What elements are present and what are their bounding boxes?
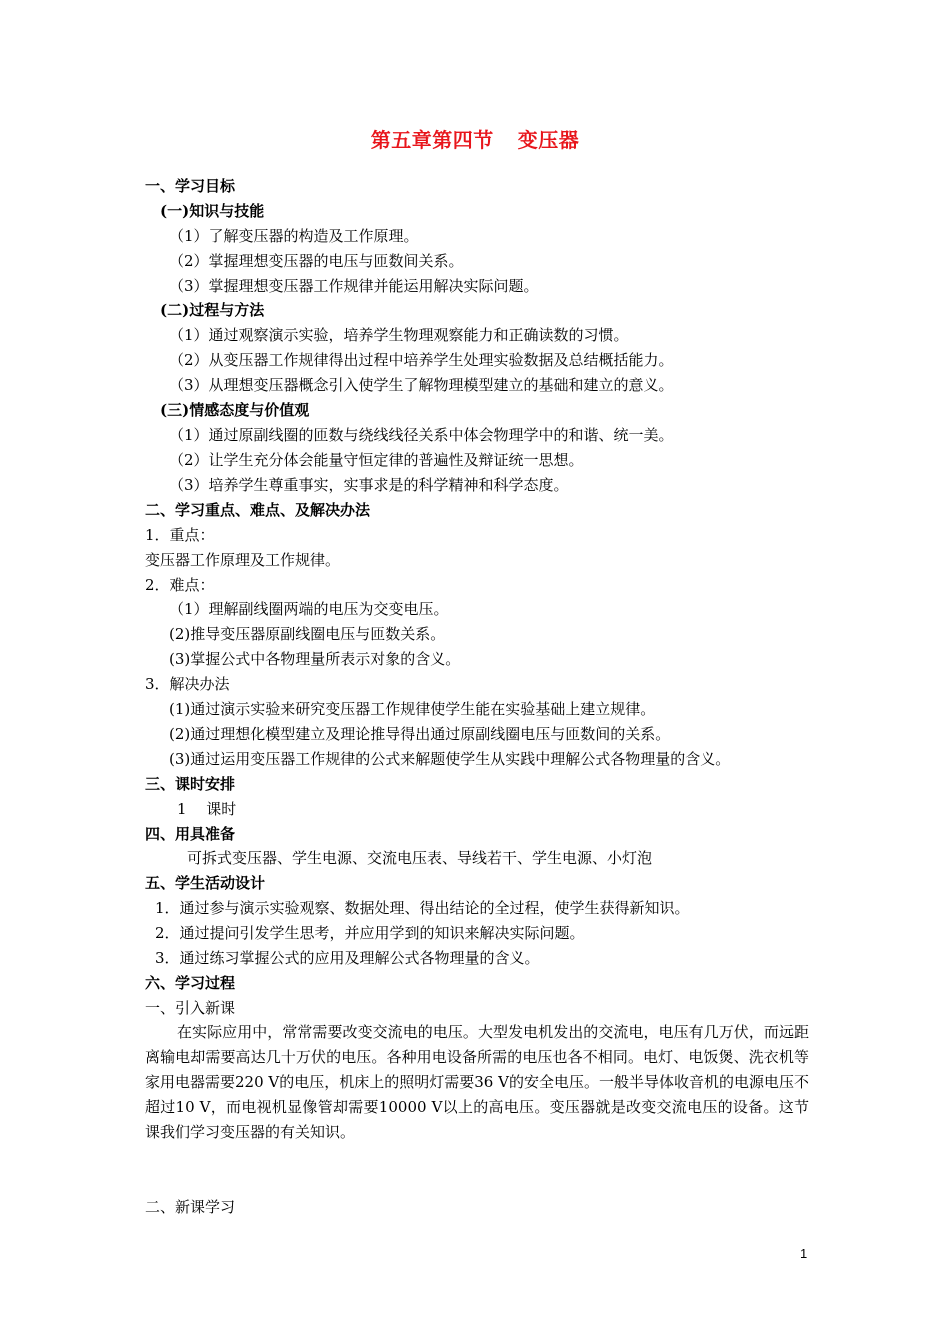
subsection-heading: (三)情感态度与价值观 — [160, 401, 310, 419]
body-text: 可拆式变压器、学生电源、交流电压表、导线若干、学生电源、小灯泡 — [187, 849, 653, 867]
section-heading: 五、学生活动设计 — [145, 874, 266, 892]
list-item: （1）理解副线圈两端的电压为交变电压。 — [169, 600, 449, 618]
list-item: （3）培养学生尊重事实，实事求是的科学精神和科学态度。 — [169, 476, 569, 494]
item-label: 1．重点： — [145, 526, 215, 544]
page-number: 1 — [800, 1246, 808, 1261]
list-item: (2)推导变压器原副线圈电压与匝数关系。 — [169, 625, 446, 643]
subsection-heading: (二)过程与方法 — [160, 301, 265, 319]
subsection-heading: 一、引入新课 — [145, 999, 236, 1017]
list-item: (3)通过运用变压器工作规律的公式来解题使学生从实践中理解公式各物理量的含义。 — [169, 750, 731, 768]
subsection-heading: 二、新课学习 — [145, 1198, 236, 1216]
list-item: （1）通过原副线圈的匝数与绕线线径关系中体会物理学中的和谐、统一美。 — [169, 426, 674, 444]
list-item: (2)通过理想化模型建立及理论推导得出通过原副线圈电压与匝数间的关系。 — [169, 725, 671, 743]
list-item: （1）通过观察演示实验，培养学生物理观察能力和正确读数的习惯。 — [169, 326, 629, 344]
section-heading: 四、用具准备 — [145, 825, 236, 843]
list-item: （1）了解变压器的构造及工作原理。 — [169, 227, 419, 245]
list-item: 2．通过提问引发学生思考，并应用学到的知识来解决实际问题。 — [155, 924, 585, 942]
item-label: 2．难点： — [145, 576, 215, 594]
list-item: 3．通过练习掌握公式的应用及理解公式各物理量的含义。 — [155, 949, 540, 967]
intro-paragraph: 在实际应用中，常常需要改变交流电的电压。大型发电机发出的交流电，电压有几万伏，而远距离输电却需要高达几十万伏的电压。各种用电设备所需的电压也各不相同。电灯、电饭煲、洗衣机等家用电器需要220 V的电压，机床上的照明灯需要36 V的安全电压。一般半导体收音机的电源电压不超过10 V，而电视机显像管却需要10000 V以上的高电压。变压器就是改变交流电压的设备。这节课我们学习变压器的有关知识。 — [145, 1023, 809, 1141]
body-text: 1 课时 — [177, 800, 237, 818]
title-chapter: 第五章第四节 — [370, 128, 494, 152]
list-item: （2）让学生充分体会能量守恒定律的普遍性及辩证统一思想。 — [169, 451, 584, 469]
list-item: (1)通过演示实验来研究变压器工作规律使学生能在实验基础上建立规律。 — [169, 700, 656, 718]
page-title — [0, 124, 950, 153]
item-label: 3．解决办法 — [145, 675, 230, 693]
list-item: （2）掌握理想变压器的电压与匝数间关系。 — [169, 252, 464, 270]
list-item: （3）从理想变压器概念引入使学生了解物理模型建立的基础和建立的意义。 — [169, 376, 674, 394]
body-text: 变压器工作原理及工作规律。 — [145, 551, 341, 569]
section-heading: 六、学习过程 — [145, 974, 236, 992]
list-item: (3)掌握公式中各物理量所表示对象的含义。 — [169, 650, 461, 668]
list-item: （2）从变压器工作规律得出过程中培养学生处理实验数据及总结概括能力。 — [169, 351, 674, 369]
section-heading: 三、课时安排 — [145, 775, 236, 793]
list-item: 1．通过参与演示实验观察、数据处理、得出结论的全过程，使学生获得新知识。 — [155, 899, 690, 917]
section-heading: 二、学习重点、难点、及解决办法 — [145, 501, 371, 519]
title-topic: 变压器 — [517, 128, 580, 152]
section-heading: 一、学习目标 — [145, 177, 236, 195]
subsection-heading: (一)知识与技能 — [160, 202, 265, 220]
list-item: （3）掌握理想变压器工作规律并能运用解决实际问题。 — [169, 277, 539, 295]
